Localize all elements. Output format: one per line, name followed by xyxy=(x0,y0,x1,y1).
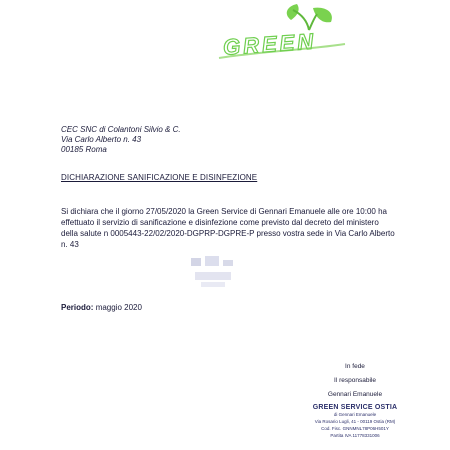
signature-block xyxy=(300,360,410,402)
signer-role: Il responsabile xyxy=(334,377,376,384)
recipient-address xyxy=(61,125,181,155)
recipient-street: Via Carlo Alberto n. 43 xyxy=(61,135,142,144)
body-line: effettuato il servizio di sanificazione e disinfezione come previsto dal decreto del ministero xyxy=(61,218,379,227)
document-subject: DICHIARAZIONE SANIFICAZIONE E DISINFEZIONE xyxy=(61,173,258,182)
stamp-company-name: GREEN SERVICE OSTIA xyxy=(312,404,398,411)
signer-name: Gennari Emanuele xyxy=(327,391,383,398)
stamp-fiscal-code: Cod. Fisc. GNNMNL78P06H501Y xyxy=(321,426,389,431)
logo-text: GREEN xyxy=(222,28,317,60)
recipient-city: 00185 Roma xyxy=(61,145,107,154)
body-line: n. 43 xyxy=(61,240,79,249)
stamp-vat: Partita IVA 11778331006 xyxy=(330,433,380,438)
period-line xyxy=(61,303,142,312)
company-stamp xyxy=(300,404,410,439)
period-label: Periodo: xyxy=(61,303,94,312)
body-line: della salute n 0005443-22/02/2020-DGPRP-DGPRE-P presso vostra sede in Via Carlo Alberto xyxy=(61,229,395,238)
body-line: Si dichiara che il giorno 27/05/2020 la Green Service di Gennari Emanuele alle ore 10:00 ha xyxy=(61,207,387,216)
period-value: maggio 2020 xyxy=(95,303,142,312)
declaration-body xyxy=(61,206,423,250)
in-fede: In fede xyxy=(345,363,365,370)
faded-stamp xyxy=(183,252,245,292)
green-logo xyxy=(205,0,355,62)
stamp-address: Via Rosario Lugli, 41 - 00119 Ostia (RM) xyxy=(314,419,396,424)
recipient-company: CEC SNC di Colantoni Silvio & C. xyxy=(61,125,181,134)
leaf-icon xyxy=(205,0,355,62)
stamp-owner: di Gennari Emanuele xyxy=(333,412,377,417)
